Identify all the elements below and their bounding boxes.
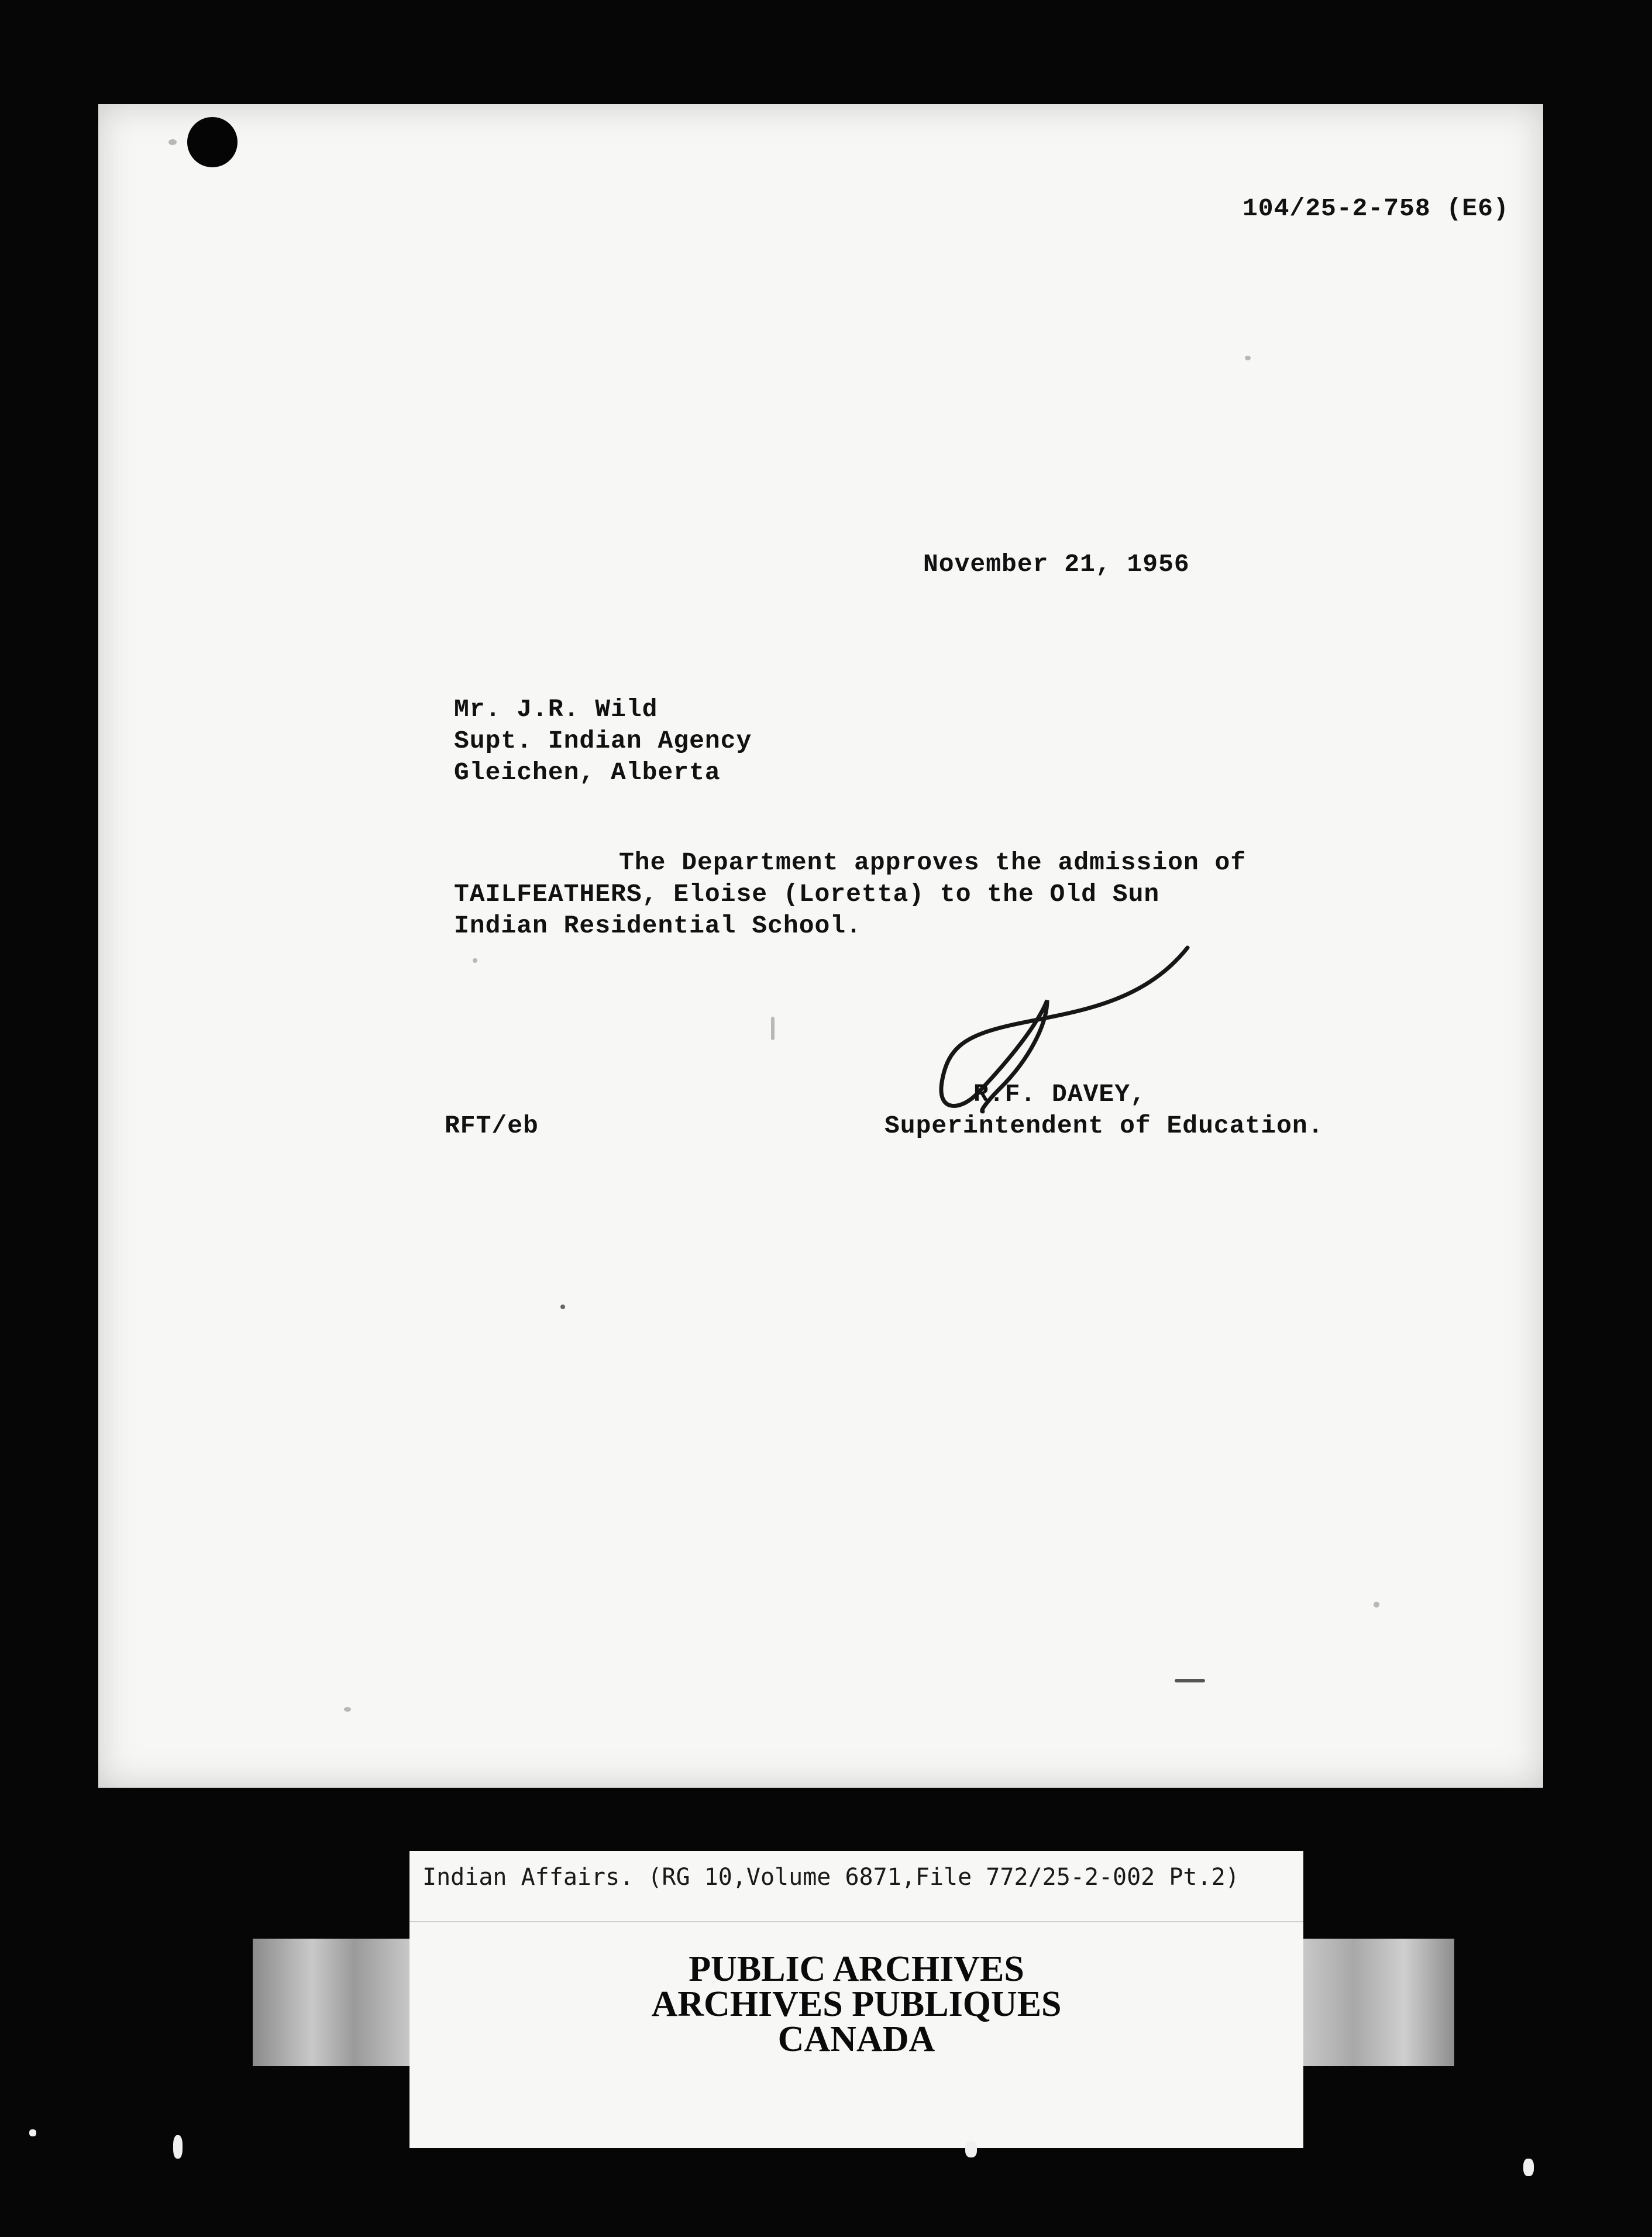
punch-hole bbox=[187, 117, 238, 167]
film-scratch bbox=[29, 2129, 36, 2136]
paper-speck bbox=[560, 1305, 565, 1309]
body-line: TAILFEATHERS, Eloise (Loretta) to the Old Sun bbox=[454, 880, 1160, 908]
paper-speck bbox=[473, 958, 477, 963]
film-scratch bbox=[173, 2135, 183, 2159]
addressee-title: Supt. Indian Agency bbox=[454, 727, 752, 755]
paper-speck bbox=[168, 139, 177, 145]
archives-stamp bbox=[409, 1949, 1303, 2059]
stamp-line: CANADA bbox=[777, 2019, 935, 2059]
addressee-location: Gleichen, Alberta bbox=[454, 758, 721, 787]
paper-speck bbox=[1175, 1679, 1205, 1682]
typist-initials: RFT/eb bbox=[445, 1111, 539, 1140]
tape-strip bbox=[1287, 1939, 1454, 2066]
paper-speck bbox=[344, 1707, 351, 1712]
tape-strip bbox=[253, 1939, 422, 2066]
paper-speck bbox=[1374, 1602, 1379, 1608]
film-scratch bbox=[1523, 2159, 1534, 2176]
addressee-name: Mr. J.R. Wild bbox=[454, 695, 658, 724]
stamp-line: PUBLIC ARCHIVES bbox=[689, 1949, 1024, 1989]
paper-speck bbox=[1245, 356, 1251, 360]
body-line: Indian Residential School. bbox=[454, 911, 862, 940]
signatory-title: Superintendent of Education. bbox=[884, 1111, 1324, 1140]
archive-citation: Indian Affairs. (RG 10,Volume 6871,File 772/25-2-002 Pt.2) bbox=[422, 1864, 1240, 1891]
film-scratch bbox=[965, 2141, 977, 2157]
letter-page bbox=[98, 104, 1543, 1788]
letter-date: November 21, 1956 bbox=[923, 550, 1190, 579]
label-divider bbox=[409, 1921, 1303, 1922]
file-reference: 104/25-2-758 (E6) bbox=[1243, 194, 1509, 223]
body-line: The Department approves the admission of bbox=[619, 848, 1247, 877]
stamp-line: ARCHIVES PUBLIQUES bbox=[651, 1984, 1062, 2024]
paper-speck bbox=[771, 1017, 775, 1040]
signatory-name: R.F. DAVEY, bbox=[973, 1080, 1146, 1109]
